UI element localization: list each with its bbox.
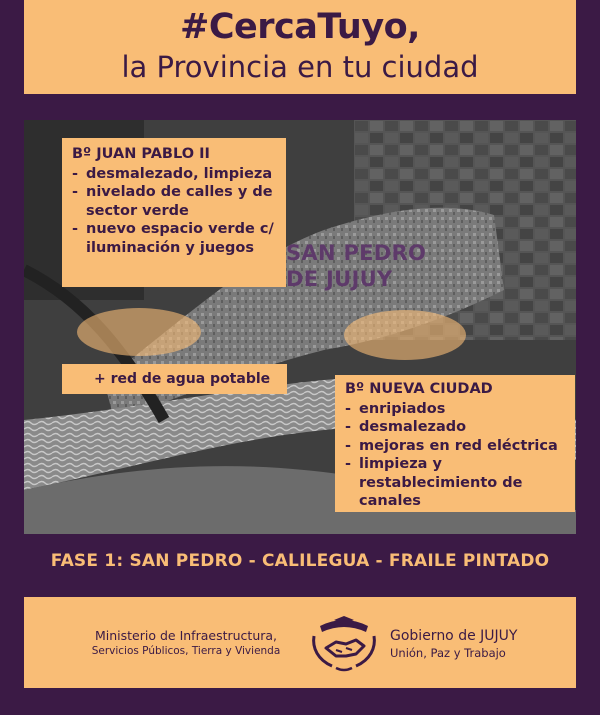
juan-pablo-title: Bº JUAN PABLO II [72,146,210,162]
nueva-ciudad-card [335,375,575,512]
handshake-shield-icon [306,614,382,678]
list-item: - limpieza y restablecimiento de canales [345,455,567,511]
footer-banner [24,597,576,688]
juan-pablo-card [62,138,286,287]
gobierno-line1: Gobierno de JUJUY [390,628,518,644]
ministry-line2: Servicios Públicos, Tierra y Vivienda [91,645,281,657]
town-label-line2: DE JUJUY [286,267,393,291]
list-item: - desmalezado, limpieza [72,165,278,184]
header-banner [24,0,576,94]
list-item: - nivelado de calles y de sector verde [72,183,278,220]
phase-label: FASE 1: SAN PEDRO - CALILEGUA - FRAILE PINTADO [50,551,550,571]
agua-potable-label: + red de agua potable [62,364,287,394]
town-label-line1: SAN PEDRO [286,241,427,265]
list-item: - enripiados [345,400,567,419]
subtitle: la Provincia en tu ciudad [121,50,479,84]
nueva-ciudad-title: Bº NUEVA CIUDAD [345,381,493,397]
hashtag-title: #CercaTuyo, [180,7,420,47]
gobierno-credit [390,628,517,660]
ministry-credit [76,628,296,657]
list-item: - nuevo espacio verde c/ iluminación y juegos [72,220,278,257]
ministry-line1: Ministerio de Infraestructura, [94,628,278,643]
town-label [286,240,426,292]
list-item: - desmalezado [345,418,567,437]
nueva-ciudad-list [345,400,567,511]
satellite-map [24,120,576,534]
gobierno-line2: Unión, Paz y Trabajo [390,646,506,660]
juan-pablo-list [72,165,278,258]
list-item: - mejoras en red eléctrica [345,437,567,456]
